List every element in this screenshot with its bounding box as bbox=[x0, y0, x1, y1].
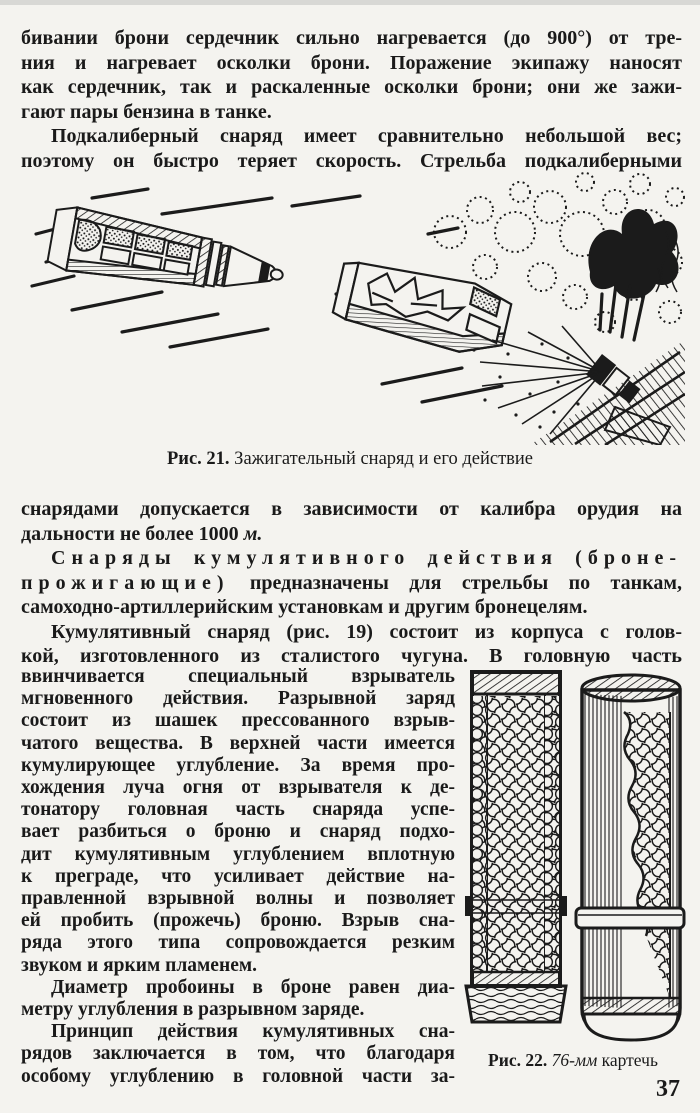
text-segment: к преграде, что усиливает действие на- bbox=[21, 865, 455, 887]
figure-21-illustration bbox=[30, 172, 685, 445]
text-segment: рядов заключается в том, что благодаря bbox=[21, 1043, 455, 1065]
shell-cutaway bbox=[47, 204, 289, 308]
text-segment: ряда этого типа сопровождается резким bbox=[21, 932, 455, 954]
paragraph-block-top bbox=[21, 26, 682, 173]
text-segment: тонатору головная часть снаряда успе- bbox=[21, 799, 455, 821]
text-line bbox=[21, 26, 682, 51]
text-line bbox=[21, 955, 455, 977]
text-line bbox=[21, 866, 455, 888]
text-segment: ния и нагревает осколки брони. Поражение экипажу наносят bbox=[21, 51, 682, 74]
text-segment: Рис. 21. bbox=[167, 449, 230, 469]
text-segment: мгновенного действия. Разрывной заряд bbox=[21, 688, 455, 710]
text-line bbox=[21, 666, 455, 688]
text-segment: правленной взрывной волны и позволяет bbox=[21, 888, 455, 910]
text-line bbox=[21, 51, 682, 76]
text-line bbox=[21, 124, 682, 149]
text-segment: Диаметр пробоины в броне равен диа- bbox=[51, 976, 455, 998]
text-segment: звуком и ярким пламенем. bbox=[21, 954, 258, 976]
text-line bbox=[21, 888, 455, 910]
text-segment: как сердечник, так и раскаленные осколки брони; они же зажи- bbox=[21, 76, 682, 98]
text-line bbox=[21, 1021, 455, 1043]
incendiary-shell-drawing bbox=[30, 172, 685, 445]
scan-edge-artifact bbox=[0, 0, 700, 5]
shell-impacting bbox=[331, 254, 514, 361]
text-segment: особому углублению в головной части за- bbox=[21, 1065, 455, 1087]
text-segment: гают пары бензина в танке. bbox=[21, 100, 272, 123]
text-line bbox=[21, 799, 455, 821]
text-line bbox=[21, 910, 455, 932]
text-segment: чатого вещества. В верхней части имеется bbox=[21, 732, 455, 754]
text-segment: м. bbox=[243, 522, 263, 545]
text-segment: кой, изготовленного из сталистого чугуна. В головную часть bbox=[21, 645, 682, 667]
text-line bbox=[21, 1066, 455, 1088]
text-line bbox=[21, 1043, 455, 1065]
text-segment: Снаряды кумулятивного действия (броне- bbox=[51, 547, 682, 569]
text-segment: дальности не более 1000 bbox=[21, 522, 244, 545]
text-segment: бивании брони сердечник сильно нагревается (до 900°) от тре- bbox=[21, 27, 682, 49]
text-segment: предназначены для стрельбы по танкам, bbox=[229, 571, 682, 594]
text-segment: поэтому он быстро теряет скорость. Стрельба подкалиберными bbox=[21, 149, 682, 172]
text-segment: дит кумулятивным углублением вплотную bbox=[21, 843, 455, 865]
figure-22-caption bbox=[446, 1050, 700, 1071]
text-segment: метру углубления в разрывном заряде. bbox=[21, 999, 365, 1021]
text-segment: кумулирующее углубление. За время про- bbox=[21, 754, 455, 776]
text-segment: Принцип действия кумулятивных сна- bbox=[51, 1021, 455, 1043]
text-segment: снарядами допускается в зависимости от калибра орудия на bbox=[21, 498, 682, 520]
text-line bbox=[21, 777, 455, 799]
text-segment: хождения луча огня от взрывателя к де- bbox=[21, 777, 455, 799]
text-line bbox=[21, 75, 682, 100]
text-line bbox=[21, 644, 682, 669]
text-line bbox=[21, 755, 455, 777]
text-line bbox=[21, 149, 682, 174]
figure-22-illustration bbox=[456, 668, 694, 1044]
text-segment: ввинчивается специальный взрыватель bbox=[21, 666, 455, 687]
paragraph-block-middle bbox=[21, 497, 682, 669]
canister-shot-drawing bbox=[456, 668, 694, 1044]
text-segment: ей пробить (прожечь) броню. Взрыв сна- bbox=[21, 910, 455, 932]
canister-section-view bbox=[465, 672, 567, 1022]
text-line bbox=[21, 571, 682, 596]
text-line bbox=[21, 688, 455, 710]
figure-21-caption bbox=[0, 449, 700, 470]
paragraph-column-left bbox=[21, 666, 455, 1088]
text-segment: картечь bbox=[597, 1050, 658, 1070]
text-segment: 76-мм bbox=[551, 1050, 598, 1070]
text-line bbox=[21, 620, 682, 645]
text-line bbox=[21, 595, 682, 620]
text-segment: самоходно-артиллерийским установкам и другим бронецелям. bbox=[21, 596, 588, 618]
text-segment: Зажигательный снаряд и его действие bbox=[229, 449, 533, 469]
text-line bbox=[21, 844, 455, 866]
text-line bbox=[21, 733, 455, 755]
text-segment: прожигающие) bbox=[21, 571, 230, 594]
text-line bbox=[21, 932, 455, 954]
text-line bbox=[21, 497, 682, 522]
text-line bbox=[21, 546, 682, 571]
canister-outside-view bbox=[576, 675, 684, 1040]
text-segment: вает разбиться о броню и снаряд подхо- bbox=[21, 821, 455, 843]
text-segment: Подкалиберный снаряд имеет сравнительно небольшой вес; bbox=[51, 125, 682, 147]
text-line bbox=[21, 821, 455, 843]
text-line bbox=[21, 710, 455, 732]
text-segment: состоит из шашек прессованного взрыв- bbox=[21, 710, 455, 732]
text-line bbox=[21, 977, 455, 999]
page-number: 37 bbox=[656, 1076, 680, 1102]
text-segment: Рис. 22. bbox=[488, 1050, 552, 1070]
text-segment: Кумулятивный снаряд (рис. 19) состоит из корпуса с голов- bbox=[51, 620, 682, 643]
text-line bbox=[21, 522, 682, 547]
text-line bbox=[21, 999, 455, 1021]
explosion-smoke bbox=[588, 209, 678, 340]
text-line bbox=[21, 100, 682, 125]
